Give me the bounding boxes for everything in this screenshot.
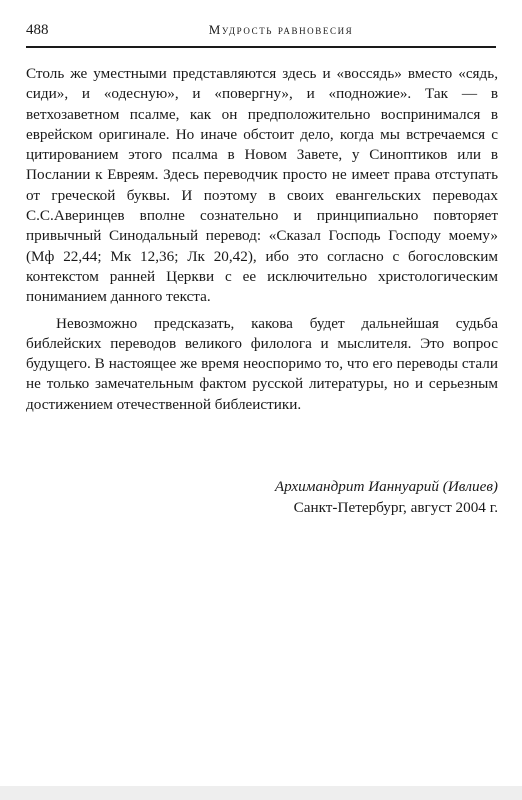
paragraph: Невозможно предсказать, какова будет дальнейшая судьба библейских переводов великого филолога и мыслителя. Это вопрос будущего. В настоящее же время неоспоримо то, что его переводы стали не только замечательным фактом русской литературы, но и серьезным достижением отечественной библеистики.	[26, 314, 498, 413]
signature-author: Архимандрит Ианнуарий (Ивлиев)	[274, 478, 498, 495]
running-title: Мудрость равновесия	[208, 22, 354, 37]
page-number: 488	[26, 22, 49, 38]
paragraph: Столь же уместными представляются здесь и «воссядь» вместо «сядь, сиди», и «одесную», и «повергну», и «подножие». Так — в ветхозаветном псалме, как он предположительно воспринимался в еврейском оригинале. Но иначе обстоит дело, когда мы встречаемся с цитированием этого псалма в Новом Завете, у Синоптиков или в Послании к Евреям. Здесь переводчик просто не имеет права отступать от греческой буквы. И поэтому в своих евангельских переводах С.С.Аверинцев вполне сознательно и принципиально повторяет привычный Синодальный перевод: «Сказал Господь Господу моему» (Мф 22,44; Мк 12,36; Лк 20,42), ибо это согласно с богословским контекстом ранней Церкви с ее исключительно христологическим пониманием данного текста.	[26, 65, 498, 306]
bottom-band	[0, 786, 522, 800]
body-text	[26, 64, 498, 421]
signature	[275, 476, 498, 518]
signature-place-date: Санкт-Петербург, август 2004 г.	[293, 499, 498, 516]
running-head	[26, 20, 496, 48]
